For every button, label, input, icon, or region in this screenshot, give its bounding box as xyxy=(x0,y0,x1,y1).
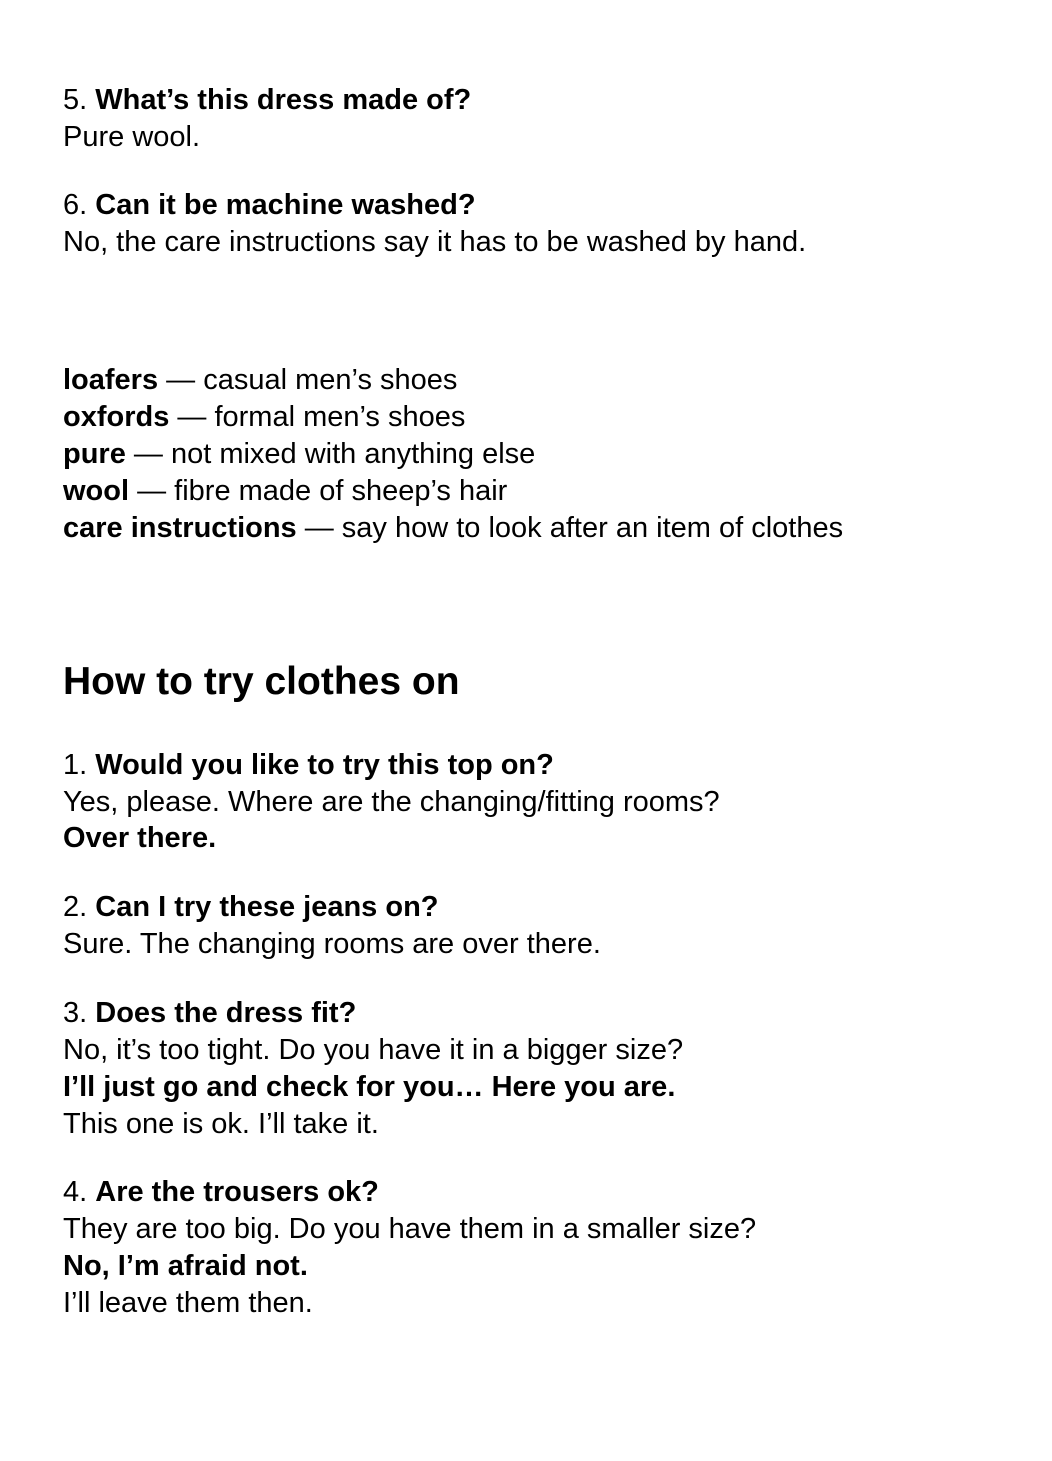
dialogue-question: Are the trousers ok? xyxy=(95,1176,379,1208)
dialogue-line: They are too big. Do you have them in a smaller size? xyxy=(63,1213,757,1245)
dialogue-question: Can I try these jeans on? xyxy=(95,891,439,923)
dialogue-5-question-line xyxy=(63,82,471,119)
glossary-term: wool xyxy=(63,475,130,507)
dialogue-line: This one is ok. I’ll take it. xyxy=(63,1108,379,1140)
glossary-term: oxfords xyxy=(63,401,170,433)
glossary-term: pure xyxy=(63,438,126,470)
dialogue-question: Does the dress fit? xyxy=(95,997,357,1029)
try-on-2-question-line xyxy=(63,889,439,926)
dialogue-line: I’ll leave them then. xyxy=(63,1287,313,1319)
try-on-1-question-line xyxy=(63,747,554,784)
dialogue-line: I’ll just go and check for you… Here you are. xyxy=(63,1071,676,1103)
glossary-definition: — casual men’s shoes xyxy=(158,364,458,396)
try-on-3-question-line xyxy=(63,995,356,1032)
dialogue-number: 4. xyxy=(63,1176,88,1208)
dialogue-line: No, it’s too tight. Do you have it in a bigger size? xyxy=(63,1034,684,1066)
glossary-definition: — say how to look after an item of clothes xyxy=(296,512,844,544)
section-title: How to try clothes on xyxy=(63,660,460,703)
glossary-item xyxy=(63,510,843,547)
glossary-item xyxy=(63,436,535,473)
dialogue-question: Can it be machine washed? xyxy=(95,189,476,221)
try-on-4-question-line xyxy=(63,1174,379,1211)
dialogue-number: 2. xyxy=(63,891,88,923)
dialogue-number: 6. xyxy=(63,189,88,221)
dialogue-5-answer: Pure wool. xyxy=(63,121,201,153)
glossary-term: loafers xyxy=(63,364,159,396)
glossary-definition: — formal men’s shoes xyxy=(169,401,466,433)
glossary-item xyxy=(63,473,507,510)
dialogue-line: Sure. The changing rooms are over there. xyxy=(63,928,601,960)
dialogue-line: No, I’m afraid not. xyxy=(63,1250,308,1282)
dialogue-6-question-line xyxy=(63,187,476,224)
dialogue-question: Would you like to try this top on? xyxy=(95,749,554,781)
dialogue-line: Over there. xyxy=(63,822,217,854)
dialogue-line: Yes, please. Where are the changing/fitting rooms? xyxy=(63,786,720,818)
glossary-definition: — not mixed with anything else xyxy=(125,438,536,470)
glossary-item xyxy=(63,399,465,436)
glossary-term: care instructions xyxy=(63,512,297,544)
dialogue-question: What’s this dress made of? xyxy=(95,84,472,116)
dialogue-number: 3. xyxy=(63,997,88,1029)
glossary-item xyxy=(63,362,457,399)
dialogue-number: 1. xyxy=(63,749,88,781)
dialogue-number: 5. xyxy=(63,84,88,116)
dialogue-6-answer: No, the care instructions say it has to be washed by hand. xyxy=(63,226,807,258)
glossary-definition: — fibre made of sheep’s hair xyxy=(129,475,508,507)
